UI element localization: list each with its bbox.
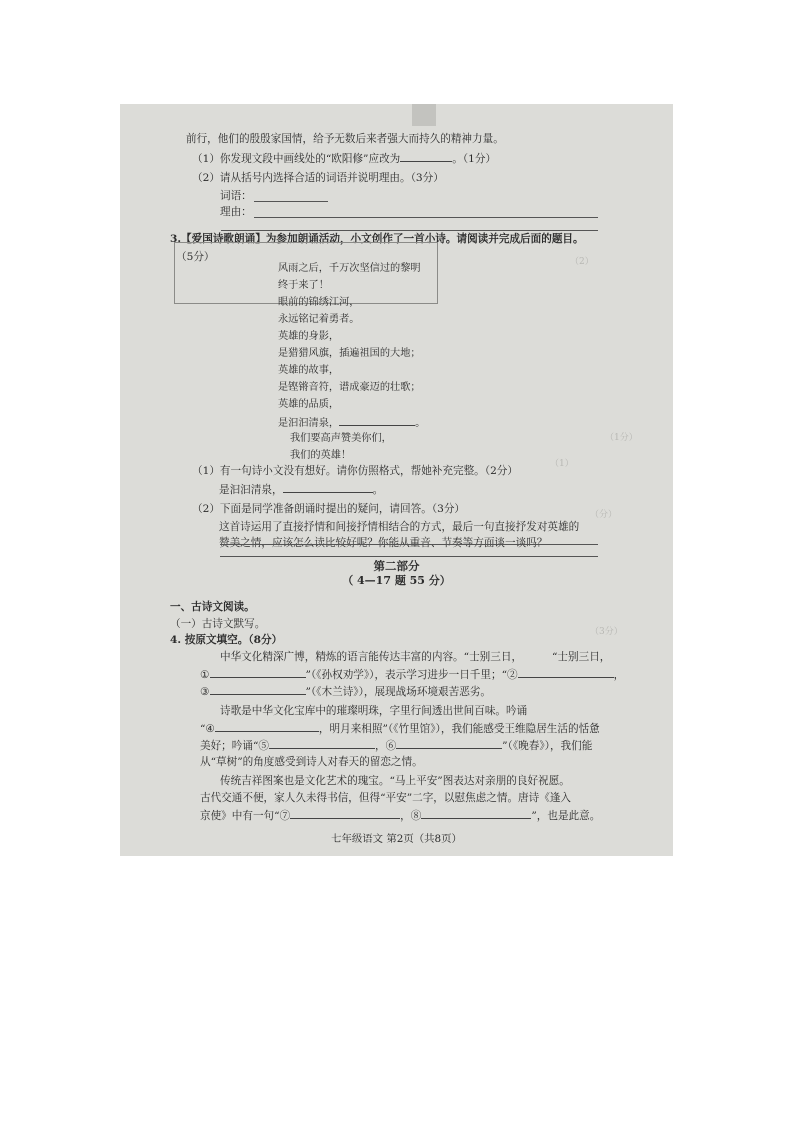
answer-line[interactable] xyxy=(220,556,598,557)
blank-6[interactable] xyxy=(396,738,502,749)
question-2-2: （2）请从括号内选择合适的词语并说明理由。（3分） xyxy=(192,172,444,184)
bleed-through-text: （3分） xyxy=(590,627,623,637)
poem-line: 是铿锵音符，谱成豪迈的壮歌； xyxy=(278,382,421,393)
question-3-2: （2）下面是同学准备朗诵时提出的疑问，请回答。（3分） xyxy=(192,503,466,515)
blank-8[interactable] xyxy=(421,808,531,819)
q4-paragraph-2d: 从“草树”的角度感受到诗人对春天的留恋之情。 xyxy=(200,756,423,768)
binding-shadow xyxy=(412,104,436,126)
intro-line: 前行，他们的殷殷家国情，给予无数后来者强大而持久的精神力量。 xyxy=(186,133,504,145)
q4-paragraph-2: 诗歌是中华文化宝库中的璀璨明珠，字里行间透出世间百味。吟诵 xyxy=(220,705,528,717)
reason-answer-line[interactable] xyxy=(254,217,598,218)
answer-blank[interactable] xyxy=(283,482,373,493)
q4-paragraph-1: 中华文化精深广博，精炼的语言能传达丰富的内容。“士别三日， xyxy=(220,651,523,663)
q4-paragraph-3b: 古代交通不便，家人久未得书信，但得“平安”二字，以慰焦虑之情。唐诗《逢入 xyxy=(200,792,572,804)
bleed-through-text: （1） xyxy=(550,459,574,469)
blank-7[interactable] xyxy=(290,808,400,819)
part-2-subtitle: （ 4—17 题 55 分） xyxy=(342,574,451,587)
scanned-exam-page xyxy=(120,104,673,856)
question-3-1: （1）有一句诗小文没有想好。请你仿照格式，帮她补充完整。（2分） xyxy=(192,465,518,477)
answer-blank[interactable] xyxy=(400,151,452,162)
poem-line: 英雄的品质， xyxy=(278,399,340,410)
part-2-title: 第二部分 xyxy=(373,559,420,573)
q4-paragraph-2b: “④ ，明月来相照”（《竹里馆》），我们能感受王维隐居生活的恬惫 xyxy=(200,723,600,735)
blank-2[interactable] xyxy=(518,667,614,678)
q4-paragraph-3c: 京使》中有一句“⑦ ，⑧ ”，也是此意。 xyxy=(200,810,601,822)
poem-line: 我们要高声赞美你们， xyxy=(290,433,392,444)
bleed-through-text: （2） xyxy=(570,257,594,267)
question-3-heading: 3.【爱国诗歌朗诵】为参加朗诵活动，小文创作了一首小诗。请阅读并完成后面的题目。 xyxy=(170,233,584,245)
section-1-heading: 一、古诗文阅读。 xyxy=(170,601,255,613)
poem-line: 终于来了！ xyxy=(278,280,329,291)
poem-line: 眼前的锦绣江河， xyxy=(278,297,360,308)
poem-line: 英雄的身影， xyxy=(278,331,340,342)
poem-line: 是猎猎风旗，插遍祖国的大地； xyxy=(278,348,421,359)
blank-3[interactable] xyxy=(210,684,306,695)
bleed-through-text: （1分） xyxy=(605,433,638,443)
poem-line: 永远铭记着勇者。 xyxy=(278,314,360,325)
question-4-heading: 4. 按原文填空。（8分） xyxy=(170,634,283,646)
blank-5[interactable] xyxy=(269,738,375,749)
bleed-through-text: （分） xyxy=(590,510,618,520)
poem-line: 英雄的故事， xyxy=(278,365,340,376)
poem-line: 风雨之后，千万次坚信过的黎明 xyxy=(278,263,421,274)
poem-line: 是汩汩清泉， 。 xyxy=(278,415,425,431)
blank-1[interactable] xyxy=(210,667,306,678)
reason-answer-line[interactable] xyxy=(221,230,598,231)
answer-line[interactable] xyxy=(220,544,598,545)
q4-paragraph-2c: 美好；吟诵“⑤ ，⑥ ”（《晚春》），我们能 xyxy=(200,740,593,752)
q4-paragraph-1c: ③ ”（《木兰诗》），展现战场环境艰苦恶劣。 xyxy=(200,686,491,698)
word-answer-line[interactable] xyxy=(254,201,328,202)
q4-paragraph-3: 传统吉祥图案也是文化艺术的瑰宝。“马上平安”图表达对亲朋的良好祝愿。 xyxy=(220,775,570,787)
q4-paragraph-1b: ① ”（《孙权劝学》），表示学习进步一日千里；“② ， xyxy=(200,669,625,681)
q4-blank-1-end: “士别三日， xyxy=(552,651,611,663)
section-1-1-heading: （一）古诗文默写。 xyxy=(170,618,266,630)
reason-label: 理由： xyxy=(220,206,252,218)
poem-line: 我们的英雄！ xyxy=(290,450,352,461)
poem-blank[interactable] xyxy=(339,415,415,426)
question-3-2-text: 这首诗运用了直接抒情和间接抒情相结合的方式，最后一句直接抒发对英雄的 xyxy=(219,521,580,533)
question-2-1: （1）你发现文段中画线处的“欧阳修”应改为 。（1分） xyxy=(192,153,497,165)
question-3-score: （5分） xyxy=(176,251,215,263)
question-3-2-text: 赞美之情，应该怎么读比较好呢？你能从重音、节奏等方面谈一谈吗？ xyxy=(219,537,548,549)
question-3-1-line: 是汩汩清泉， 。 xyxy=(219,484,384,496)
word-label: 词语： xyxy=(220,190,252,202)
blank-4[interactable] xyxy=(215,721,319,732)
page-footer: 七年级语文 第2页（共8页） xyxy=(331,833,462,845)
